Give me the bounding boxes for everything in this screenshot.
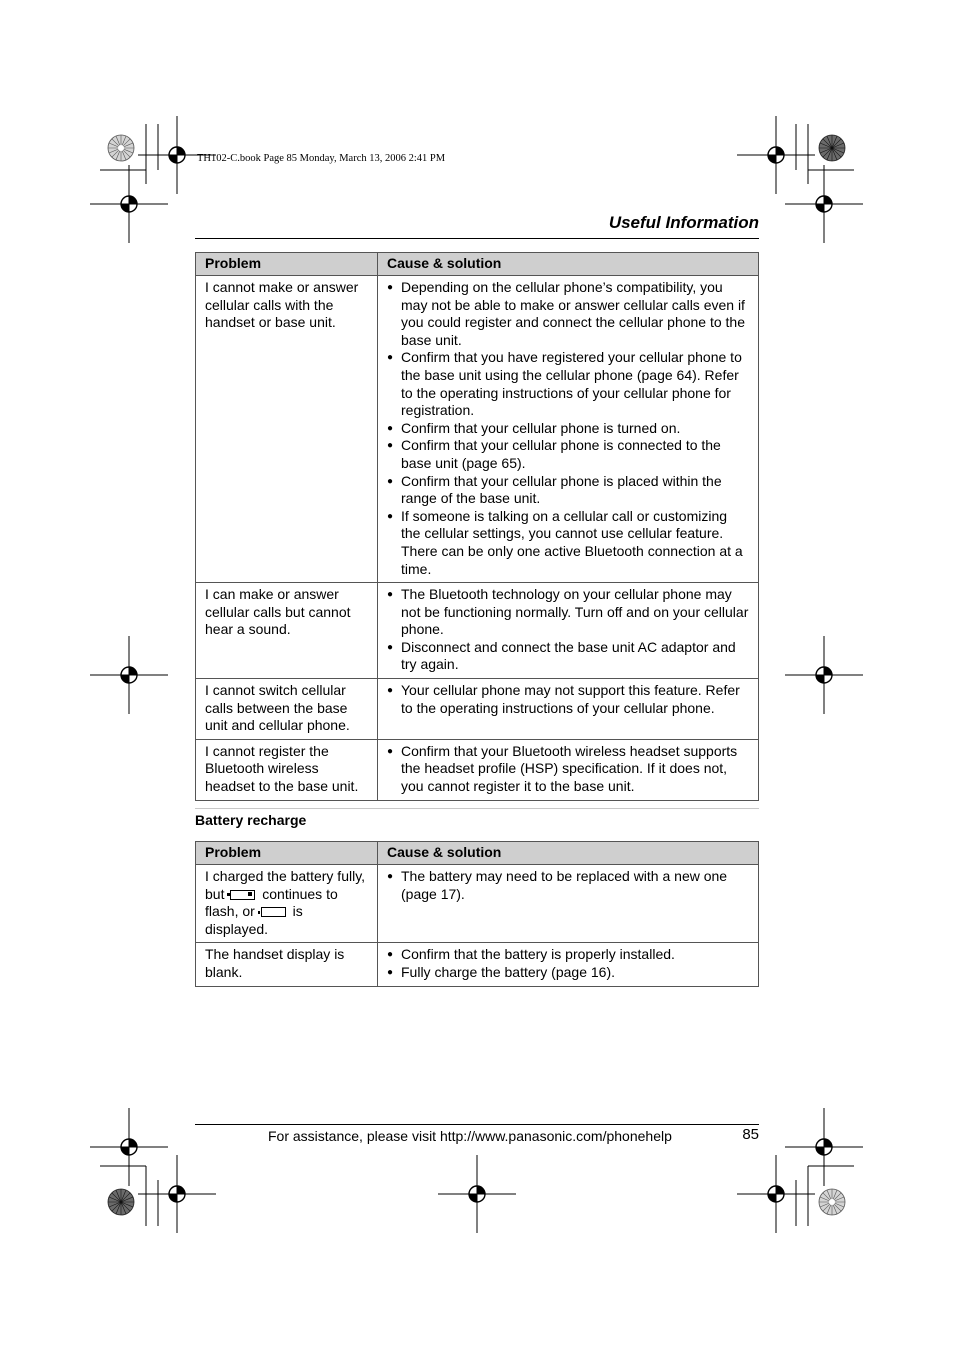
column-header-cause-solution: Cause & solution: [378, 253, 759, 276]
solution-cell: [378, 583, 759, 679]
column-header-problem: Problem: [196, 253, 378, 276]
problem-cell: I cannot register the Bluetooth wireless headset to the base unit.: [196, 739, 378, 800]
solution-item: ● Confirm that your cellular phone is connected to the base unit (page 65).: [387, 437, 749, 472]
problem-cell: I cannot make or answer cellular calls with the handset or base unit.: [196, 276, 378, 583]
solution-item: ● Confirm that your cellular phone is placed within the range of the base unit.: [387, 473, 749, 508]
problem-cell: [196, 865, 378, 943]
solution-item: ● Confirm that your cellular phone is turned on.: [387, 420, 749, 438]
section-divider: [195, 808, 759, 809]
solution-cell: [378, 739, 759, 800]
table-row: [196, 583, 759, 679]
problem-cell: I can make or answer cellular calls but cannot hear a sound.: [196, 583, 378, 679]
solution-item: ● If someone is talking on a cellular call or customizing the cellular settings, you cannot use cellular feature. There can be only one active Bluetooth connection at a time.: [387, 508, 749, 578]
solution-cell: [378, 943, 759, 986]
solution-item: ● Depending on the cellular phone’s compatibility, you may not be able to make or answer cellular calls even if you could register and connect the cellular phone to the base unit.: [387, 279, 749, 349]
problem-text: is displayed.: [205, 903, 303, 937]
footer-assistance-text: For assistance, please visit http://www.panasonic.com/phonehelp: [268, 1128, 672, 1144]
solution-list: [387, 743, 749, 796]
table-row: [196, 276, 759, 583]
table-header-row: [196, 253, 759, 276]
solution-list: [387, 682, 749, 717]
troubleshooting-table-battery: [195, 841, 759, 987]
solution-item: ● Fully charge the battery (page 16).: [387, 964, 749, 982]
print-info: TH102-C.book Page 85 Monday, March 13, 2006 2:41 PM: [197, 153, 446, 164]
solution-list: [387, 946, 749, 981]
table-header-row: [196, 842, 759, 865]
solution-cell: [378, 276, 759, 583]
solution-item: ● Your cellular phone may not support this feature. Refer to the operating instructions of your cellular phone.: [387, 682, 749, 717]
column-header-problem: Problem: [196, 842, 378, 865]
problem-cell: The handset display is blank.: [196, 943, 378, 986]
solution-item: ● Confirm that your Bluetooth wireless headset supports the headset profile (HSP) specification. If it does not, you cannot register it to the base unit.: [387, 743, 749, 796]
table-row: [196, 865, 759, 943]
troubleshooting-table-cellular: [195, 252, 759, 801]
solution-item: ● The battery may need to be replaced with a new one (page 17).: [387, 868, 749, 903]
header-rule: [195, 238, 759, 239]
solution-list: [387, 586, 749, 674]
battery-empty-icon: [261, 907, 286, 917]
battery-recharge-heading: Battery recharge: [195, 812, 307, 828]
problem-cell: I cannot switch cellular calls between the base unit and cellular phone.: [196, 679, 378, 740]
table-row: [196, 739, 759, 800]
solution-cell: [378, 865, 759, 943]
solution-item: ● Confirm that the battery is properly installed.: [387, 946, 749, 964]
solution-list: [387, 279, 749, 578]
problem-text: continues to flash, or: [205, 885, 338, 920]
solution-item: ● Disconnect and connect the base unit AC adaptor and try again.: [387, 639, 749, 674]
battery-low-icon: [230, 890, 255, 900]
page-number: 85: [742, 1126, 759, 1143]
solution-item: ● Confirm that you have registered your cellular phone to the base unit using the cellular phone (page 64). Refer to the operating instructions of your cellular phone for registration.: [387, 349, 749, 419]
table-row: [196, 679, 759, 740]
solution-list: [387, 868, 749, 903]
problem-text: I charged the battery fully, but: [205, 868, 366, 902]
solution-item: ● The Bluetooth technology on your cellular phone may not be functioning normally. Turn off and on your cellular phone.: [387, 586, 749, 639]
solution-cell: [378, 679, 759, 740]
footer-rule: [195, 1124, 759, 1125]
table-row: [196, 943, 759, 986]
column-header-cause-solution: Cause & solution: [378, 842, 759, 865]
section-title: Useful Information: [608, 213, 759, 232]
